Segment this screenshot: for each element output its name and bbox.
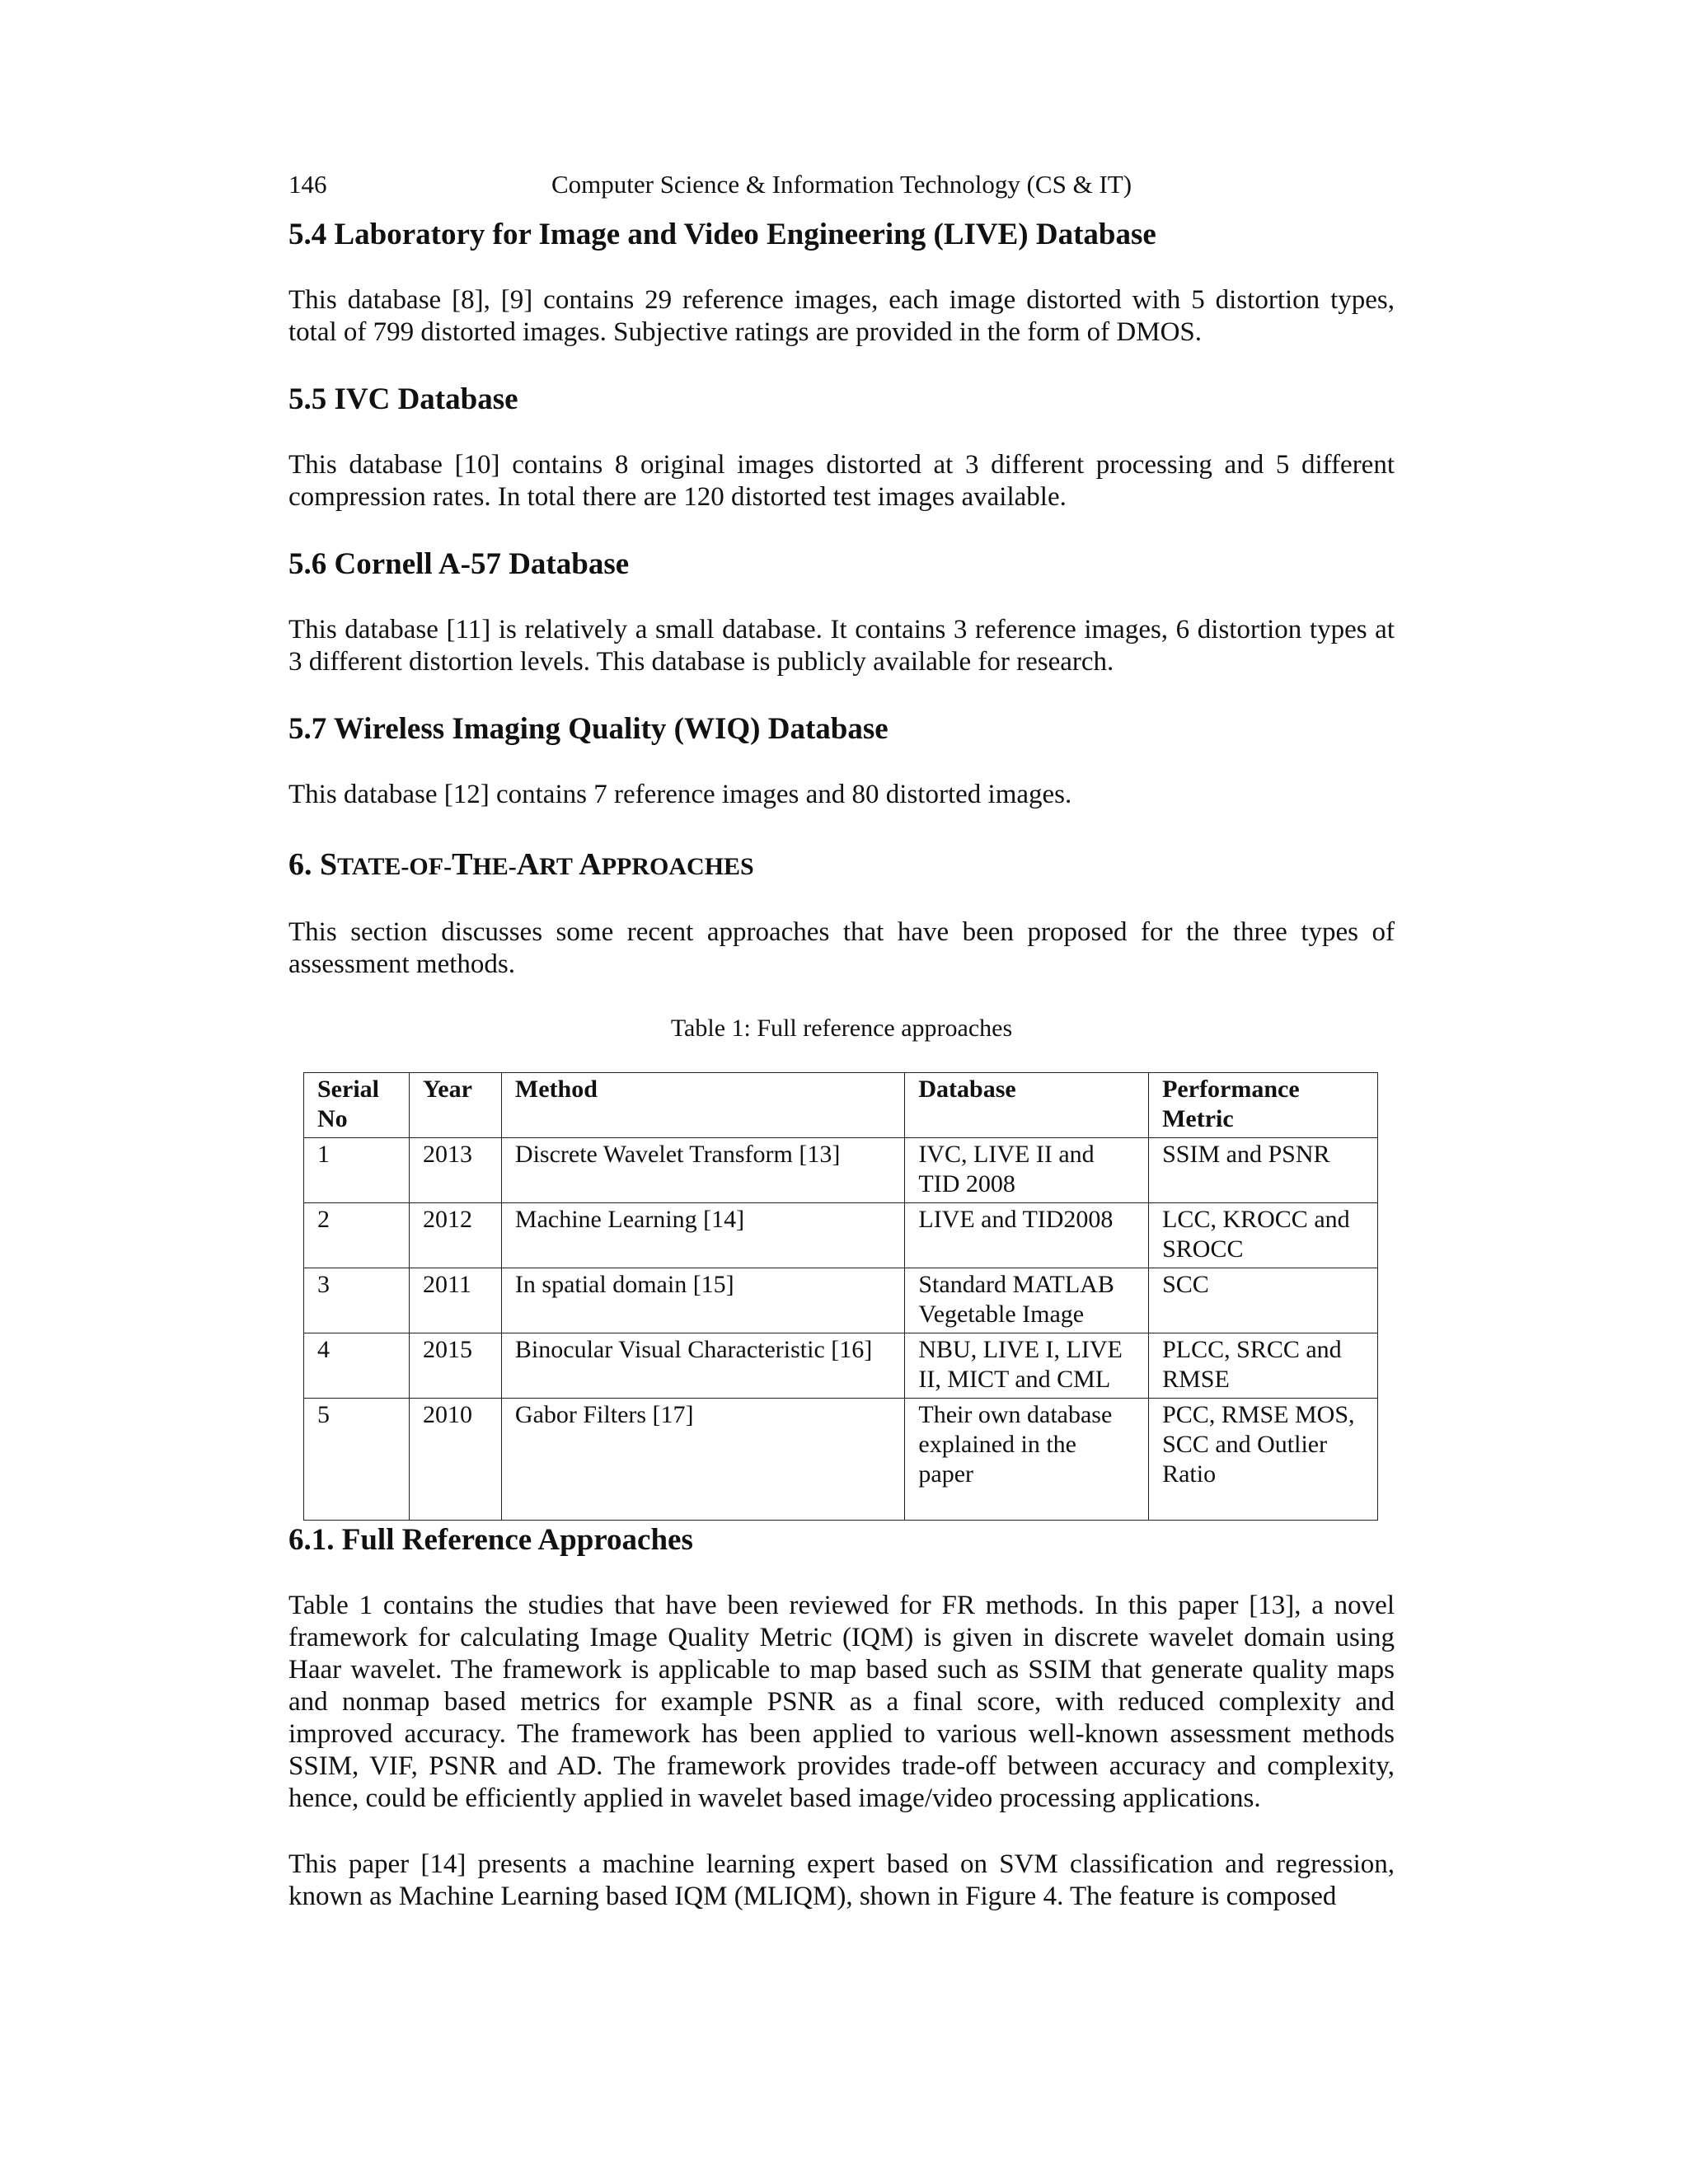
table-header-row — [304, 1073, 1378, 1138]
cell-year: 2015 — [409, 1333, 501, 1399]
cell-database: Their own database explained in the paper — [905, 1399, 1149, 1521]
cell-metric: SSIM and PSNR — [1149, 1138, 1378, 1203]
cell-year: 2010 — [409, 1399, 501, 1521]
cell-metric: PLCC, SRCC and RMSE — [1149, 1333, 1378, 1399]
table-row — [304, 1138, 1378, 1203]
header-database: Database — [905, 1073, 1149, 1138]
heading-5-7: 5.7 Wireless Imaging Quality (WIQ) Database — [288, 712, 889, 746]
journal-title: Computer Science & Information Technology (CS & IT) — [551, 170, 1132, 199]
cell-method: Binocular Visual Characteristic [16] — [501, 1333, 904, 1399]
cell-database: NBU, LIVE I, LIVE II, MICT and CML — [905, 1333, 1149, 1399]
cell-database: Standard MATLAB Vegetable Image — [905, 1268, 1149, 1333]
header-year: Year — [409, 1073, 501, 1138]
page-number: 146 — [288, 170, 327, 199]
cell-serial: 5 — [304, 1399, 410, 1521]
heading-5-5: 5.5 IVC Database — [288, 382, 518, 416]
table-row — [304, 1399, 1378, 1521]
cell-method: In spatial domain [15] — [501, 1268, 904, 1333]
cell-serial: 2 — [304, 1203, 410, 1268]
heading-5-4: 5.4 Laboratory for Image and Video Engineering (LIVE) Database — [288, 218, 1156, 251]
paragraph-5-4: This database [8], [9] contains 29 reference images, each image distorted with 5 distortion types, total of 799 distorted images. Subjective ratings are provided in the form of DMOS. — [288, 285, 1395, 347]
heading-6-1: 6.1. Full Reference Approaches — [288, 1523, 693, 1557]
heading-6: 6. STATE-OF-THE-ART APPROACHES — [288, 847, 754, 882]
cell-serial: 1 — [304, 1138, 410, 1203]
cell-serial: 4 — [304, 1333, 410, 1399]
heading-5-6: 5.6 Cornell A-57 Database — [288, 547, 630, 581]
cell-method: Machine Learning [14] — [501, 1203, 904, 1268]
paragraph-6-1-a: Table 1 contains the studies that have been reviewed for FR methods. In this paper [13], a novel framework for calculating Image Quality Metric (IQM) is given in discrete wavelet domain using Haar wavelet. The framework is applicable to map based such as SSIM that generate quality maps and nonmap based metrics for example PSNR as a final score, with reduced complexity and improved accuracy. The framework has been applied to various well-known assessment methods SSIM, VIF, PSNR and AD. The framework provides trade-off between accuracy and complexity, hence, could be efficiently applied in wavelet based image/video processing applications. — [288, 1591, 1395, 1813]
paragraph-6: This section discusses some recent approaches that have been proposed for the three types of assessment methods. — [288, 917, 1395, 979]
table-row — [304, 1268, 1378, 1333]
cell-metric: SCC — [1149, 1268, 1378, 1333]
heading-6-number: 6. — [288, 847, 320, 882]
header-metric: Performance Metric — [1149, 1073, 1378, 1138]
paragraph-5-6: This database [11] is relatively a small database. It contains 3 reference images, 6 distortion types at 3 different distortion levels. This database is publicly available for research. — [288, 615, 1395, 677]
table-row — [304, 1203, 1378, 1268]
cell-method: Discrete Wavelet Transform [13] — [501, 1138, 904, 1203]
paragraph-5-7: This database [12] contains 7 reference images and 80 distorted images. — [288, 780, 1072, 809]
paragraph-5-5: This database [10] contains 8 original images distorted at 3 different processing and 5 different compression rates. In total there are 120 distorted test images available. — [288, 450, 1395, 512]
cell-serial: 3 — [304, 1268, 410, 1333]
cell-year: 2013 — [409, 1138, 501, 1203]
cell-year: 2012 — [409, 1203, 501, 1268]
cell-database: LIVE and TID2008 — [905, 1203, 1149, 1268]
running-header — [288, 170, 1395, 208]
header-method: Method — [501, 1073, 904, 1138]
paragraph-6-1-b: This paper [14] presents a machine learning expert based on SVM classification and regression, known as Machine Learning based IQM (MLIQM), shown in Figure 4. The feature is composed — [288, 1849, 1395, 1911]
cell-year: 2011 — [409, 1268, 501, 1333]
cell-metric: PCC, RMSE MOS, SCC and Outlier Ratio — [1149, 1399, 1378, 1521]
table-caption: Table 1: Full reference approaches — [670, 1015, 1013, 1042]
cell-database: IVC, LIVE II and TID 2008 — [905, 1138, 1149, 1203]
table-row — [304, 1333, 1378, 1399]
header-serial: Serial No — [304, 1073, 410, 1138]
full-reference-table — [303, 1072, 1378, 1521]
cell-metric: LCC, KROCC and SROCC — [1149, 1203, 1378, 1268]
cell-method: Gabor Filters [17] — [501, 1399, 904, 1521]
